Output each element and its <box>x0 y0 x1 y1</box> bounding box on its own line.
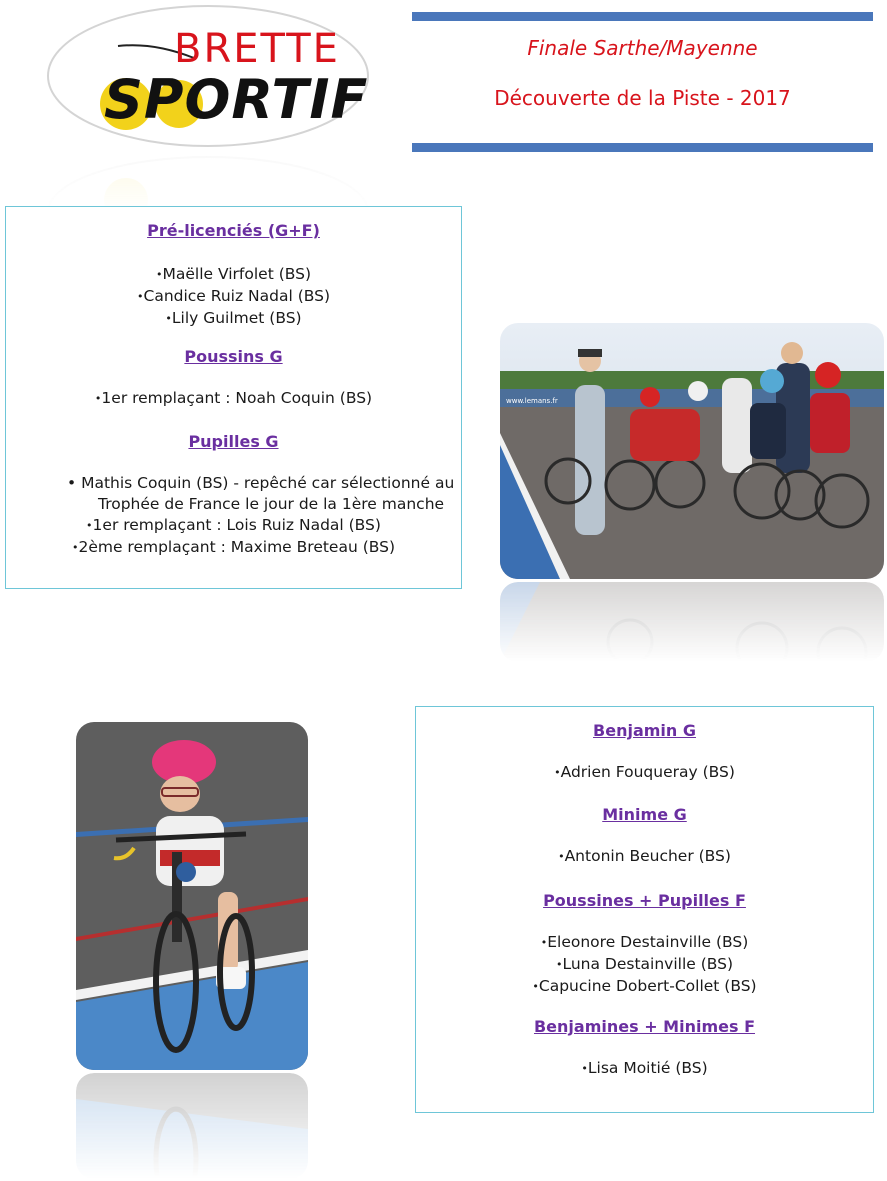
category-title: Poussines + Pupilles F <box>543 891 746 910</box>
photo-child-reflection <box>76 1073 308 1179</box>
list-item: • Capucine Dobert-Collet (BS) <box>416 976 873 998</box>
event-title: Découverte de la Piste - 2017 <box>494 86 791 110</box>
category-title: Poussins G <box>184 347 283 366</box>
category-minime-g <box>416 805 873 868</box>
photo-child-cyclist <box>76 722 308 1070</box>
header-bar-top <box>412 12 873 21</box>
category-title: Pupilles G <box>188 432 279 451</box>
list-item: • Mathis Coquin (BS) - repêché car sélectionné au <box>67 474 455 492</box>
list-item: • 2ème remplaçant : Maxime Breteau (BS) <box>6 537 461 559</box>
logo-reflection <box>44 152 372 212</box>
list-item: • Antonin Beucher (BS) <box>416 846 873 868</box>
category-title: Minime G <box>602 805 687 824</box>
list-item: • 1er remplaçant : Lois Ruiz Nadal (BS) <box>6 515 461 537</box>
category-poussines-pupilles-f <box>416 891 873 998</box>
list-item: • Eleonore Destainville (BS) <box>416 932 873 954</box>
list-item: • Lisa Moitié (BS) <box>416 1058 873 1080</box>
list-item: • 1er remplaçant : Noah Coquin (BS) <box>6 388 461 410</box>
category-pupilles-g <box>6 432 461 451</box>
brette-sportif-logo <box>44 2 372 150</box>
category-title: Benjamines + Minimes F <box>533 1017 755 1036</box>
list-item: • Maëlle Virfolet (BS) <box>6 264 461 286</box>
category-benjamin-g <box>416 721 873 784</box>
header-bar-bottom <box>412 143 873 152</box>
photo-riders-start <box>500 323 884 579</box>
results-box-1 <box>5 206 462 589</box>
list-item-continuation: Trophée de France le jour de la 1ère manche <box>98 495 445 513</box>
event-subtitle: Finale Sarthe/Mayenne <box>527 36 758 60</box>
photo-riders-reflection <box>500 582 884 662</box>
category-title: Pré-licenciés (G+F) <box>147 221 320 240</box>
list-item: • Luna Destainville (BS) <box>416 954 873 976</box>
pupilles-remplacants <box>6 515 461 559</box>
category-benjamines-minimes-f <box>416 1017 873 1080</box>
category-title: Benjamin G <box>593 721 696 740</box>
list-item: • Lily Guilmet (BS) <box>6 308 461 330</box>
logo-brette-text: BRETTE <box>174 26 340 72</box>
list-item: • Candice Ruiz Nadal (BS) <box>6 286 461 308</box>
results-box-2 <box>415 706 874 1113</box>
logo-sportif-text: SPORTIF <box>104 68 369 131</box>
category-poussins-g <box>6 347 461 410</box>
banner-text: www.lemans.fr <box>506 397 558 405</box>
category-pre-licencies <box>6 221 461 330</box>
list-item: • Adrien Fouqueray (BS) <box>416 762 873 784</box>
